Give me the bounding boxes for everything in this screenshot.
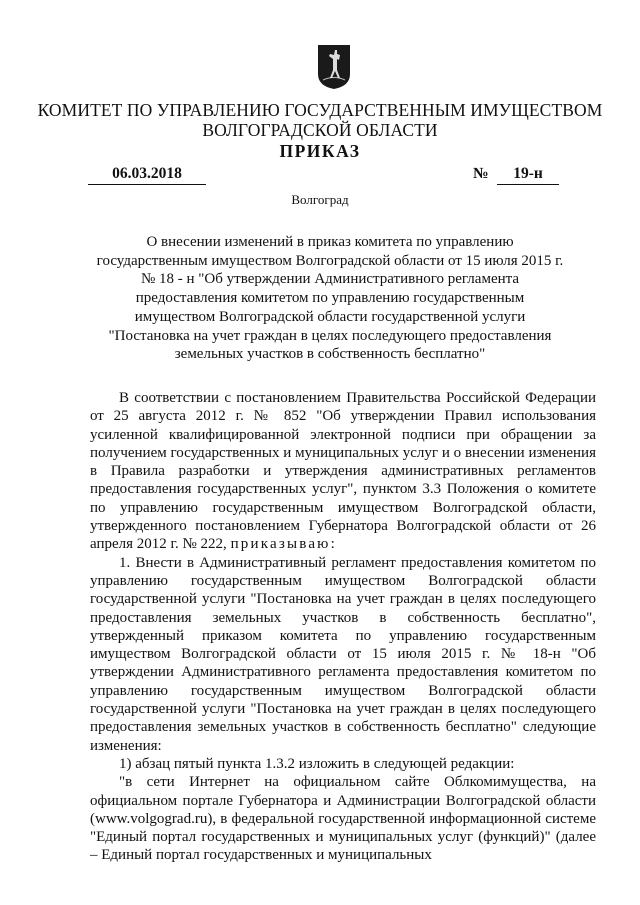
preamble-text: В соответствии с постановлением Правительства Российской Федерации от 25 августа 2012 г. № 852 "Об утверждении Правил использования усиленной квалифицированной электронной подписи при обращении за получением государственных и муниципальных услуг и о внесении изменения в Правила разработки и утверждения административных регламентов предоставления государственных услуг", пунктом 3.3 Положения о комитете по управлению государственным имуществом Волгоградской области, утвержденного постановлением Губернатора Волгоградской области от 26 апреля 2012 г. № 222,: [90, 390, 596, 553]
order-subject: О внесении изменений в приказ комитета по управлению государственным имуществом Волгоградской области от 15 июля 2015 г. № 18 - н "Об утверждении Административного регламента предоставления комитетом по управлению государственным имуществом Волгоградской области государственной услуги "Постановка на учет граждан в целях последующего предоставления земельных участков в собственность бесплатно": [96, 234, 564, 363]
paragraph-preamble: [90, 389, 596, 554]
number-sign: №: [473, 165, 489, 182]
city: Волгоград: [291, 192, 349, 207]
paragraph-quote: "в сети Интернет на официальном сайте Облкомимущества, на официальном портале Губернатора и Администрации Волгоградской области (www.volgograd.ru), в федеральной государственной информационной системе "Единый портал государственных и муниципальных услуг (функций)" (далее – Единый портал государственных и муниципальных: [90, 774, 596, 864]
paragraph-subitem-1: 1) абзац пятый пункта 1.3.2 изложить в следующей редакции:: [119, 755, 515, 772]
order-date: 06.03.2018: [88, 164, 206, 185]
order-number: 19-н: [497, 164, 559, 185]
organization-name: [0, 100, 640, 140]
coat-of-arms-icon: [317, 44, 351, 90]
org-line-2: ВОЛГОГРАДСКОЙ ОБЛАСТИ: [202, 120, 438, 140]
org-line-1: КОМИТЕТ ПО УПРАВЛЕНИЮ ГОСУДАРСТВЕННЫМ ИМУЩЕСТВОМ: [37, 100, 603, 120]
order-keyword: приказываю:: [230, 536, 337, 553]
order-body: [90, 389, 596, 865]
document-type: ПРИКАЗ: [279, 141, 361, 161]
paragraph-item-1: 1. Внести в Административный регламент предоставления комитетом по управлению государственным имуществом Волгоградской области государственной услуги "Постановка на учет граждан в целях последующего предоставления земельных участков в собственность бесплатно", утвержденный приказом комитета по управлению государственным имуществом Волгоградской области от 15 июля 2015 г. № 18-н "Об утверждении Административного регламента предоставления комитетом по управлению государственным имуществом Волгоградской области государственной услуги "Постановка на учет граждан в целях последующего предоставления земельных участков в собственность бесплатно" следующие изменения:: [90, 554, 596, 754]
